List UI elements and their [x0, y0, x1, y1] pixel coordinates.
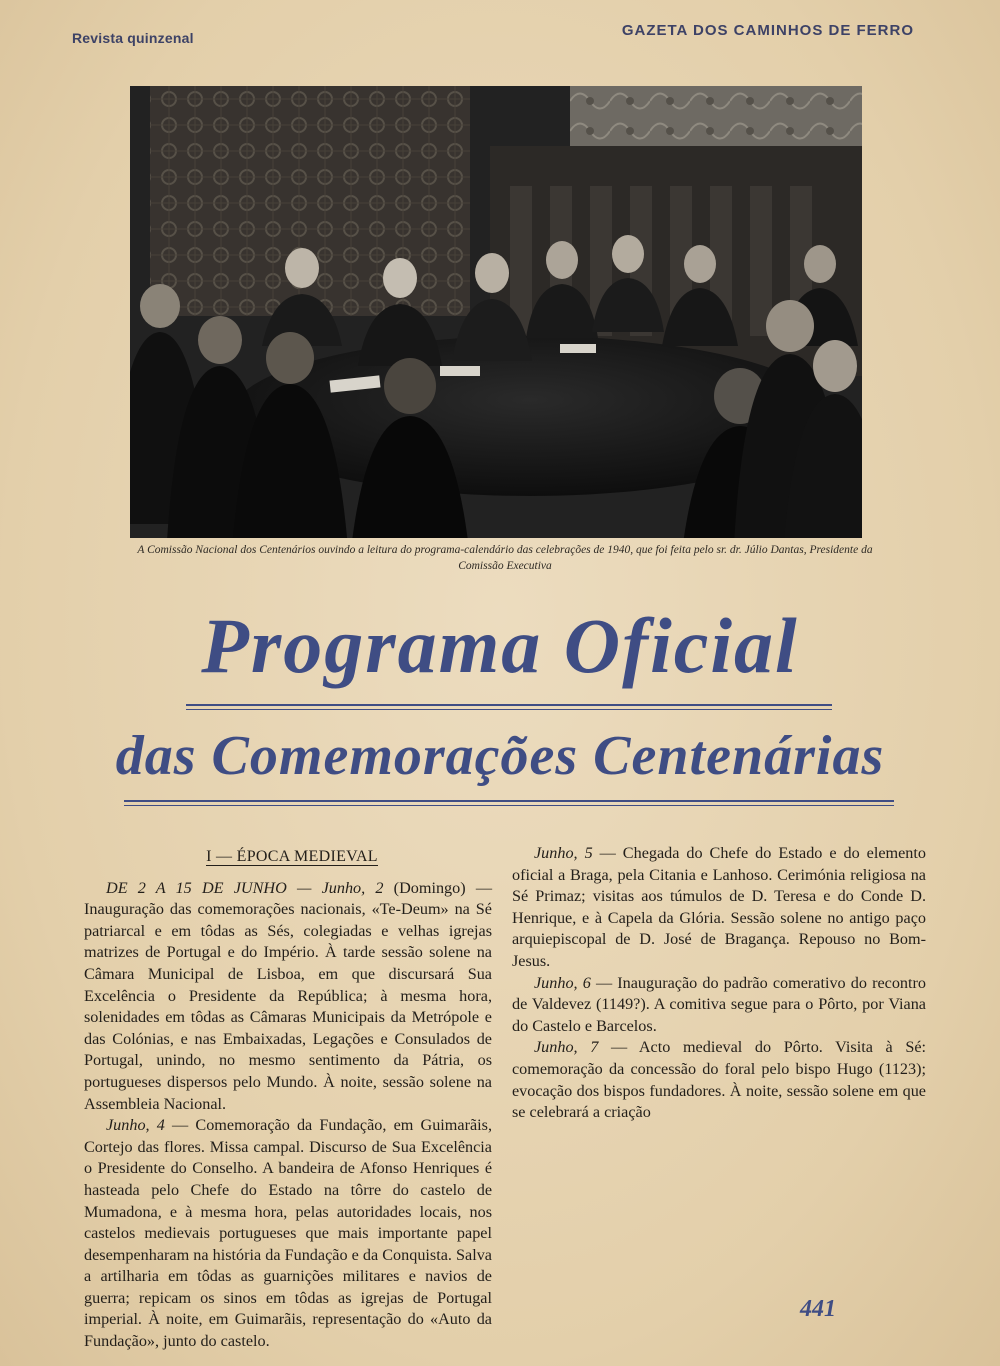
paragraph-lead: Junho, 4 — [106, 1116, 165, 1135]
article-title-line2: das Comemorações Centenárias — [115, 725, 885, 787]
paragraph-lead: DE 2 A 15 DE JUNHO — Junho, 2 — [106, 878, 384, 897]
photo-caption: A Comissão Nacional dos Centenários ouvindo a leitura do programa-calendário das celebrações de 1940, que foi feita pelo sr. dr. Júlio Dantas, Presidente da Comissão Executiva — [137, 544, 873, 572]
paragraph-lead: Junho, 5 — [534, 844, 593, 862]
paragraph-text: (Domingo) — Inauguração das comemorações nacionais, «Te-Deum» na Sé patriarcal e em tôdas as Sés, colegiadas e velhas igrejas matrizes de Portugal e do Império. À tarde sessão solene na Câmara Municipal de Lisboa, em que discursará Sua Excelência o Presidente da República; à mesma hora, solenidades em tôdas as Câmaras Municipais da Metrópole e das Colónias, e nas Embaixadas, Legações e Consulados de Portugal, unindo, no mesmo sentimento da Pátria, os portugueses dispersos pelo Mundo. À noite, sessão solene na Assembleia Nacional. — [84, 878, 493, 1113]
paragraph-lead: Junho, 6 — [534, 973, 591, 992]
subtitle-rule — [124, 800, 894, 802]
page-number: 441 — [800, 1296, 836, 1322]
paragraph-june-2 — [84, 878, 492, 1116]
text-column-right — [512, 843, 926, 1124]
paragraph-text: — Chegada do Chefe do Estado e do elemento oficial a Braga, pela Citania e Lanhoso. Cerimónia religiosa na Sé Primaz; visitas aos túmulos de D. Teresa e do Conde D. Henrique, e à Capela da Glória. Sessão solene no antigo paço arquiepiscopal de D. José de Bragança. Repouso no Bom-Jesus. — [512, 844, 926, 970]
paragraph-june-7 — [512, 1037, 926, 1123]
magazine-frequency: Revista quinzenal — [72, 30, 194, 46]
paragraph-text: — Inauguração do padrão comerativo do recontro de Valdevez (1149?). A comitiva segue para o Pôrto, por Viana do Castelo e Barcelos. — [512, 973, 926, 1035]
paragraph-text: — Comemoração da Fundação, em Guimarãis, Cortejo das flores. Missa campal. Discurso de Sua Excelência o Presidente do Conselho. A bandeira de Afonso Henriques é hasteada pelo Chefe do Estado na tôrre do castelo de Mumadona, e à mesma hora, pelas autoridades locais, nos castelos medievais portugueses que mais importante papel desempenharam na história da Fundação e da Conquista. Salva a artilharia em tôdas as guarnições militares e navios de guerra; repicam os sinos em tôdas as igrejas de Portugal imperial. À noite, em Guimarãis, representação do «Auto da Fundação», junto do castelo. — [84, 1116, 492, 1351]
article-title-line1: Programa Oficial — [201, 602, 799, 689]
paragraph-june-4 — [84, 1115, 492, 1353]
paragraph-june-5 — [512, 843, 926, 973]
text-column-left — [84, 846, 492, 1353]
title-rule — [186, 704, 832, 706]
title-rule-thin — [186, 709, 832, 710]
commission-meeting-photo — [130, 86, 862, 538]
magazine-title: GAZETA DOS CAMINHOS DE FERRO — [621, 22, 914, 39]
section-heading: I — ÉPOCA MEDIEVAL — [206, 848, 378, 865]
paragraph-text: — Acto medieval do Pôrto. Visita à Sé: comemoração da concessão do foral pelo bispo Hugo (1123); evocação dos bispos fundadores. À noite, sessão solene em que se celebrará a criação — [512, 1038, 926, 1122]
subtitle-rule-thin — [124, 805, 894, 806]
paragraph-june-6 — [512, 973, 926, 1038]
paragraph-lead: Junho, 7 — [534, 1038, 599, 1057]
